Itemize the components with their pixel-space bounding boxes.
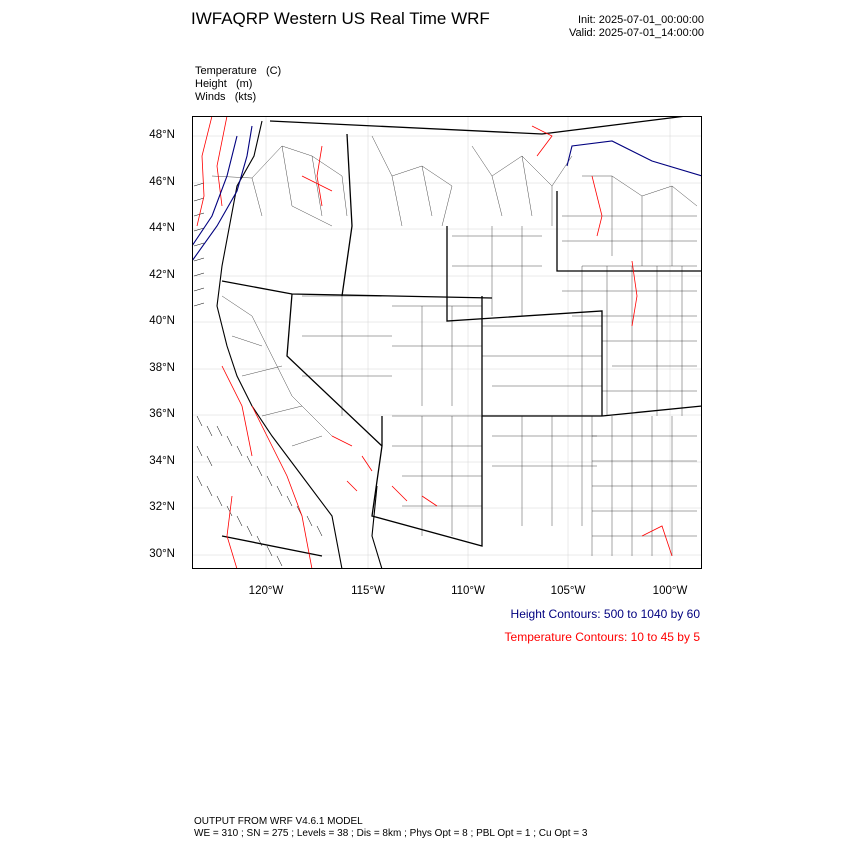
field-unit: (C) xyxy=(265,65,282,77)
lat-label-42n: 42°N xyxy=(149,269,175,281)
lat-label-48n: 48°N xyxy=(149,129,175,141)
lat-label-40n: 40°N xyxy=(149,315,175,327)
lat-label-46n: 46°N xyxy=(149,176,175,188)
map-frame xyxy=(193,117,702,569)
height-contour-legend: Height Contours: 500 to 1040 by 60 xyxy=(510,607,700,621)
model-output-line: OUTPUT FROM WRF V4.6.1 MODEL xyxy=(194,816,363,827)
temperature-contours xyxy=(197,116,672,569)
model-config-line: WE = 310 ; SN = 275 ; Levels = 38 ; Dis = 8km ; Phys Opt = 8 ; PBL Opt = 1 ; Cu Opt = 3 xyxy=(194,828,588,839)
lat-label-32n: 32°N xyxy=(149,501,175,513)
field-unit: (m) xyxy=(235,78,253,90)
lat-label-34n: 34°N xyxy=(149,455,175,467)
map-title: IWFAQRP Western US Real Time WRF xyxy=(191,9,490,28)
lat-label-36n: 36°N xyxy=(149,408,175,420)
temperature-contour-legend: Temperature Contours: 10 to 45 by 5 xyxy=(504,630,700,644)
field-unit: (kts) xyxy=(234,91,257,103)
lat-label-38n: 38°N xyxy=(149,362,175,374)
lon-label-110w: 110°W xyxy=(451,585,485,597)
field-label-temperature xyxy=(195,65,281,77)
field-label-height xyxy=(195,78,252,90)
lon-label-105w: 105°W xyxy=(550,585,586,597)
county-lines xyxy=(212,136,697,556)
state-boundaries xyxy=(222,116,702,556)
field-name: Winds xyxy=(195,91,226,103)
lon-label-120w: 120°W xyxy=(248,585,284,597)
wind-barbs xyxy=(194,183,322,566)
field-label-winds xyxy=(195,91,256,103)
init-time: Init: 2025-07-01_00:00:00 xyxy=(578,14,704,26)
graticule xyxy=(192,116,702,569)
lat-label-44n: 44°N xyxy=(149,222,175,234)
valid-time: Valid: 2025-07-01_14:00:00 xyxy=(569,27,704,39)
lat-label-30n: 30°N xyxy=(149,548,175,560)
field-name: Temperature xyxy=(195,65,257,77)
coastline xyxy=(217,121,382,569)
lon-label-100w: 100°W xyxy=(652,585,688,597)
field-name: Height xyxy=(195,78,227,90)
map-panel xyxy=(192,116,702,569)
lon-label-115w: 115°W xyxy=(351,585,385,597)
